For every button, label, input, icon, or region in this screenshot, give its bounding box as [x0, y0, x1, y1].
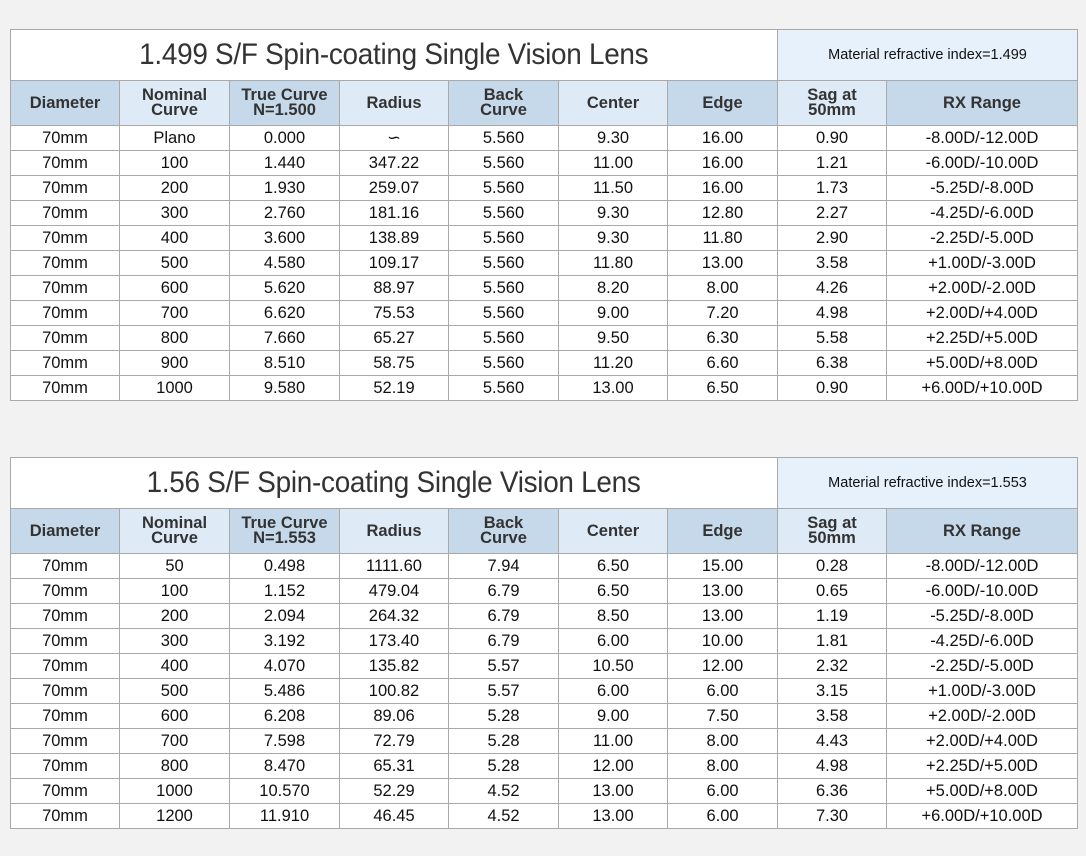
cell-true-curve: 1.440	[230, 151, 340, 176]
cell-true-curve: 4.070	[230, 654, 340, 679]
cell-radius: 347.22	[340, 151, 449, 176]
cell-true-curve: 0.000	[230, 126, 340, 151]
cell-true-curve: 7.660	[230, 326, 340, 351]
cell-sag: 4.43	[778, 729, 887, 754]
cell-center: 6.00	[559, 679, 668, 704]
cell-sag: 1.81	[778, 629, 887, 654]
cell-back-curve: 5.560	[449, 326, 559, 351]
cell-rx-range: -5.25D/-8.00D	[887, 176, 1078, 201]
cell-sag: 5.58	[778, 326, 887, 351]
cell-rx-range: -2.25D/-5.00D	[887, 654, 1078, 679]
cell-true-curve: 3.600	[230, 226, 340, 251]
table-row	[11, 376, 1078, 401]
cell-diameter: 70mm	[11, 226, 120, 251]
cell-sag: 1.19	[778, 604, 887, 629]
cell-center: 13.00	[559, 376, 668, 401]
cell-back-curve: 5.560	[449, 251, 559, 276]
col-header-back-curve: Back Curve	[449, 81, 559, 126]
cell-radius: 75.53	[340, 301, 449, 326]
cell-edge: 16.00	[668, 151, 778, 176]
col-header-center: Center	[559, 81, 668, 126]
cell-back-curve: 5.560	[449, 151, 559, 176]
cell-nominal-curve: 100	[120, 151, 230, 176]
cell-back-curve: 5.560	[449, 126, 559, 151]
table-row	[11, 351, 1078, 376]
cell-edge: 6.00	[668, 804, 778, 829]
cell-edge: 7.50	[668, 704, 778, 729]
cell-nominal-curve: 600	[120, 704, 230, 729]
cell-rx-range: -6.00D/-10.00D	[887, 151, 1078, 176]
table-row	[11, 779, 1078, 804]
cell-nominal-curve: 100	[120, 579, 230, 604]
cell-rx-range: +5.00D/+8.00D	[887, 779, 1078, 804]
material-index: Material refractive index=1.499	[778, 30, 1078, 81]
cell-radius: 173.40	[340, 629, 449, 654]
cell-radius: 72.79	[340, 729, 449, 754]
cell-edge: 6.00	[668, 679, 778, 704]
table-row	[11, 554, 1078, 579]
cell-edge: 10.00	[668, 629, 778, 654]
table-row	[11, 326, 1078, 351]
cell-edge: 6.60	[668, 351, 778, 376]
cell-diameter: 70mm	[11, 301, 120, 326]
col-header-sag: Sag at 50mm	[778, 81, 887, 126]
cell-nominal-curve: 600	[120, 276, 230, 301]
cell-back-curve: 6.79	[449, 579, 559, 604]
cell-back-curve: 5.28	[449, 754, 559, 779]
cell-rx-range: -8.00D/-12.00D	[887, 126, 1078, 151]
cell-true-curve: 1.930	[230, 176, 340, 201]
cell-sag: 4.26	[778, 276, 887, 301]
cell-radius: 1111.60	[340, 554, 449, 579]
col-header-edge: Edge	[668, 81, 778, 126]
cell-radius: 88.97	[340, 276, 449, 301]
cell-rx-range: -5.25D/-8.00D	[887, 604, 1078, 629]
cell-diameter: 70mm	[11, 201, 120, 226]
table-body	[11, 126, 1078, 401]
cell-rx-range: +2.00D/+4.00D	[887, 301, 1078, 326]
cell-radius: 52.19	[340, 376, 449, 401]
cell-diameter: 70mm	[11, 251, 120, 276]
cell-radius: 58.75	[340, 351, 449, 376]
cell-true-curve: 8.470	[230, 754, 340, 779]
cell-radius: 46.45	[340, 804, 449, 829]
table-body	[11, 554, 1078, 829]
cell-diameter: 70mm	[11, 629, 120, 654]
cell-center: 11.80	[559, 251, 668, 276]
cell-center: 9.30	[559, 126, 668, 151]
col-header-sag: Sag at 50mm	[778, 509, 887, 554]
cell-diameter: 70mm	[11, 326, 120, 351]
table-row	[11, 201, 1078, 226]
cell-edge: 6.30	[668, 326, 778, 351]
cell-sag: 7.30	[778, 804, 887, 829]
table-row	[11, 804, 1078, 829]
cell-nominal-curve: 1200	[120, 804, 230, 829]
cell-diameter: 70mm	[11, 579, 120, 604]
cell-sag: 0.65	[778, 579, 887, 604]
col-header-diameter: Diameter	[11, 509, 120, 554]
cell-radius: 65.31	[340, 754, 449, 779]
col-header-radius: Radius	[340, 509, 449, 554]
cell-sag: 1.73	[778, 176, 887, 201]
table-title: 1.499 S/F Spin-coating Single Vision Lens	[11, 30, 778, 81]
cell-center: 11.00	[559, 729, 668, 754]
cell-diameter: 70mm	[11, 351, 120, 376]
table-row	[11, 176, 1078, 201]
cell-back-curve: 5.560	[449, 201, 559, 226]
cell-edge: 8.00	[668, 276, 778, 301]
cell-true-curve: 9.580	[230, 376, 340, 401]
table-title: 1.56 S/F Spin-coating Single Vision Lens	[11, 458, 778, 509]
cell-nominal-curve: 300	[120, 629, 230, 654]
table-row	[11, 679, 1078, 704]
table-row	[11, 579, 1078, 604]
cell-center: 9.50	[559, 326, 668, 351]
cell-back-curve: 5.560	[449, 176, 559, 201]
cell-rx-range: +2.25D/+5.00D	[887, 326, 1078, 351]
cell-center: 9.00	[559, 301, 668, 326]
cell-edge: 7.20	[668, 301, 778, 326]
cell-nominal-curve: 500	[120, 251, 230, 276]
cell-true-curve: 11.910	[230, 804, 340, 829]
cell-center: 9.30	[559, 226, 668, 251]
table-row	[11, 276, 1078, 301]
cell-rx-range: +2.00D/-2.00D	[887, 276, 1078, 301]
cell-edge: 16.00	[668, 126, 778, 151]
table-row	[11, 151, 1078, 176]
col-header-true-curve: True Curve N=1.553	[230, 509, 340, 554]
cell-center: 8.20	[559, 276, 668, 301]
cell-sag: 2.32	[778, 654, 887, 679]
cell-diameter: 70mm	[11, 176, 120, 201]
cell-diameter: 70mm	[11, 804, 120, 829]
cell-diameter: 70mm	[11, 376, 120, 401]
cell-center: 12.00	[559, 754, 668, 779]
cell-back-curve: 6.79	[449, 629, 559, 654]
cell-nominal-curve: 500	[120, 679, 230, 704]
cell-true-curve: 3.192	[230, 629, 340, 654]
cell-back-curve: 5.560	[449, 351, 559, 376]
cell-true-curve: 4.580	[230, 251, 340, 276]
cell-radius: 138.89	[340, 226, 449, 251]
cell-true-curve: 5.620	[230, 276, 340, 301]
cell-diameter: 70mm	[11, 654, 120, 679]
cell-back-curve: 7.94	[449, 554, 559, 579]
cell-center: 9.30	[559, 201, 668, 226]
header-row	[11, 81, 1078, 126]
cell-sag: 3.58	[778, 251, 887, 276]
cell-radius: 181.16	[340, 201, 449, 226]
cell-rx-range: +2.00D/+4.00D	[887, 729, 1078, 754]
cell-edge: 13.00	[668, 251, 778, 276]
table-title-row	[11, 458, 1078, 509]
cell-radius: 259.07	[340, 176, 449, 201]
cell-diameter: 70mm	[11, 729, 120, 754]
cell-center: 11.50	[559, 176, 668, 201]
table-row	[11, 226, 1078, 251]
table-row	[11, 754, 1078, 779]
cell-nominal-curve: 400	[120, 654, 230, 679]
cell-sag: 6.38	[778, 351, 887, 376]
cell-radius: 100.82	[340, 679, 449, 704]
cell-true-curve: 2.094	[230, 604, 340, 629]
cell-radius: 135.82	[340, 654, 449, 679]
cell-edge: 12.00	[668, 654, 778, 679]
col-header-rx-range: RX Range	[887, 509, 1078, 554]
cell-sag: 2.90	[778, 226, 887, 251]
cell-rx-range: +6.00D/+10.00D	[887, 376, 1078, 401]
cell-nominal-curve: 900	[120, 351, 230, 376]
table-row	[11, 729, 1078, 754]
cell-center: 10.50	[559, 654, 668, 679]
table-row	[11, 126, 1078, 151]
col-header-nominal-curve: Nominal Curve	[120, 81, 230, 126]
cell-center: 6.00	[559, 629, 668, 654]
cell-edge: 15.00	[668, 554, 778, 579]
cell-true-curve: 6.620	[230, 301, 340, 326]
cell-sag: 6.36	[778, 779, 887, 804]
header-row	[11, 509, 1078, 554]
cell-center: 6.50	[559, 554, 668, 579]
table-row	[11, 704, 1078, 729]
cell-center: 6.50	[559, 579, 668, 604]
cell-back-curve: 5.28	[449, 704, 559, 729]
col-header-diameter: Diameter	[11, 81, 120, 126]
table-row	[11, 654, 1078, 679]
col-header-back-curve: Back Curve	[449, 509, 559, 554]
cell-rx-range: +2.25D/+5.00D	[887, 754, 1078, 779]
cell-diameter: 70mm	[11, 276, 120, 301]
cell-edge: 13.00	[668, 604, 778, 629]
cell-back-curve: 4.52	[449, 804, 559, 829]
cell-radius: 65.27	[340, 326, 449, 351]
cell-rx-range: +1.00D/-3.00D	[887, 679, 1078, 704]
cell-back-curve: 5.560	[449, 301, 559, 326]
cell-rx-range: +2.00D/-2.00D	[887, 704, 1078, 729]
cell-nominal-curve: 800	[120, 326, 230, 351]
cell-nominal-curve: 700	[120, 301, 230, 326]
table-row	[11, 301, 1078, 326]
cell-edge: 6.00	[668, 779, 778, 804]
cell-radius: ∽	[340, 126, 449, 151]
cell-back-curve: 5.57	[449, 654, 559, 679]
cell-rx-range: +6.00D/+10.00D	[887, 804, 1078, 829]
cell-diameter: 70mm	[11, 754, 120, 779]
cell-center: 11.00	[559, 151, 668, 176]
cell-center: 11.20	[559, 351, 668, 376]
cell-sag: 4.98	[778, 301, 887, 326]
cell-edge: 6.50	[668, 376, 778, 401]
material-index: Material refractive index=1.553	[778, 458, 1078, 509]
cell-radius: 264.32	[340, 604, 449, 629]
cell-rx-range: +5.00D/+8.00D	[887, 351, 1078, 376]
cell-diameter: 70mm	[11, 779, 120, 804]
cell-rx-range: -4.25D/-6.00D	[887, 629, 1078, 654]
cell-sag: 0.90	[778, 126, 887, 151]
cell-center: 13.00	[559, 779, 668, 804]
cell-back-curve: 6.79	[449, 604, 559, 629]
cell-sag: 0.28	[778, 554, 887, 579]
lens-spec-table-1	[10, 29, 1078, 401]
cell-nominal-curve: 200	[120, 604, 230, 629]
col-header-nominal-curve: Nominal Curve	[120, 509, 230, 554]
cell-sag: 2.27	[778, 201, 887, 226]
cell-nominal-curve: 300	[120, 201, 230, 226]
cell-rx-range: +1.00D/-3.00D	[887, 251, 1078, 276]
cell-diameter: 70mm	[11, 704, 120, 729]
table-row	[11, 251, 1078, 276]
cell-radius: 479.04	[340, 579, 449, 604]
cell-sag: 3.15	[778, 679, 887, 704]
cell-sag: 4.98	[778, 754, 887, 779]
cell-diameter: 70mm	[11, 126, 120, 151]
cell-nominal-curve: 700	[120, 729, 230, 754]
cell-edge: 12.80	[668, 201, 778, 226]
cell-radius: 109.17	[340, 251, 449, 276]
cell-center: 8.50	[559, 604, 668, 629]
cell-diameter: 70mm	[11, 604, 120, 629]
cell-true-curve: 10.570	[230, 779, 340, 804]
cell-back-curve: 5.560	[449, 276, 559, 301]
cell-true-curve: 2.760	[230, 201, 340, 226]
cell-nominal-curve: 1000	[120, 376, 230, 401]
cell-back-curve: 5.28	[449, 729, 559, 754]
cell-nominal-curve: 50	[120, 554, 230, 579]
col-header-edge: Edge	[668, 509, 778, 554]
cell-edge: 16.00	[668, 176, 778, 201]
cell-diameter: 70mm	[11, 679, 120, 704]
cell-back-curve: 5.560	[449, 376, 559, 401]
table-row	[11, 604, 1078, 629]
cell-radius: 89.06	[340, 704, 449, 729]
cell-true-curve: 8.510	[230, 351, 340, 376]
cell-back-curve: 5.560	[449, 226, 559, 251]
table-row	[11, 629, 1078, 654]
cell-true-curve: 7.598	[230, 729, 340, 754]
col-header-rx-range: RX Range	[887, 81, 1078, 126]
cell-nominal-curve: 400	[120, 226, 230, 251]
cell-rx-range: -4.25D/-6.00D	[887, 201, 1078, 226]
cell-center: 13.00	[559, 804, 668, 829]
cell-sag: 1.21	[778, 151, 887, 176]
cell-true-curve: 0.498	[230, 554, 340, 579]
col-header-center: Center	[559, 509, 668, 554]
cell-diameter: 70mm	[11, 554, 120, 579]
cell-true-curve: 1.152	[230, 579, 340, 604]
cell-edge: 8.00	[668, 754, 778, 779]
cell-rx-range: -8.00D/-12.00D	[887, 554, 1078, 579]
table-title-row	[11, 30, 1078, 81]
cell-nominal-curve: 800	[120, 754, 230, 779]
cell-edge: 13.00	[668, 579, 778, 604]
cell-back-curve: 5.57	[449, 679, 559, 704]
cell-nominal-curve: 200	[120, 176, 230, 201]
col-header-radius: Radius	[340, 81, 449, 126]
cell-sag: 0.90	[778, 376, 887, 401]
cell-rx-range: -6.00D/-10.00D	[887, 579, 1078, 604]
cell-sag: 3.58	[778, 704, 887, 729]
cell-true-curve: 5.486	[230, 679, 340, 704]
lens-spec-table-2	[10, 457, 1078, 829]
cell-nominal-curve: Plano	[120, 126, 230, 151]
cell-diameter: 70mm	[11, 151, 120, 176]
cell-true-curve: 6.208	[230, 704, 340, 729]
col-header-true-curve: True Curve N=1.500	[230, 81, 340, 126]
cell-back-curve: 4.52	[449, 779, 559, 804]
cell-center: 9.00	[559, 704, 668, 729]
cell-nominal-curve: 1000	[120, 779, 230, 804]
cell-edge: 8.00	[668, 729, 778, 754]
cell-rx-range: -2.25D/-5.00D	[887, 226, 1078, 251]
cell-edge: 11.80	[668, 226, 778, 251]
cell-radius: 52.29	[340, 779, 449, 804]
